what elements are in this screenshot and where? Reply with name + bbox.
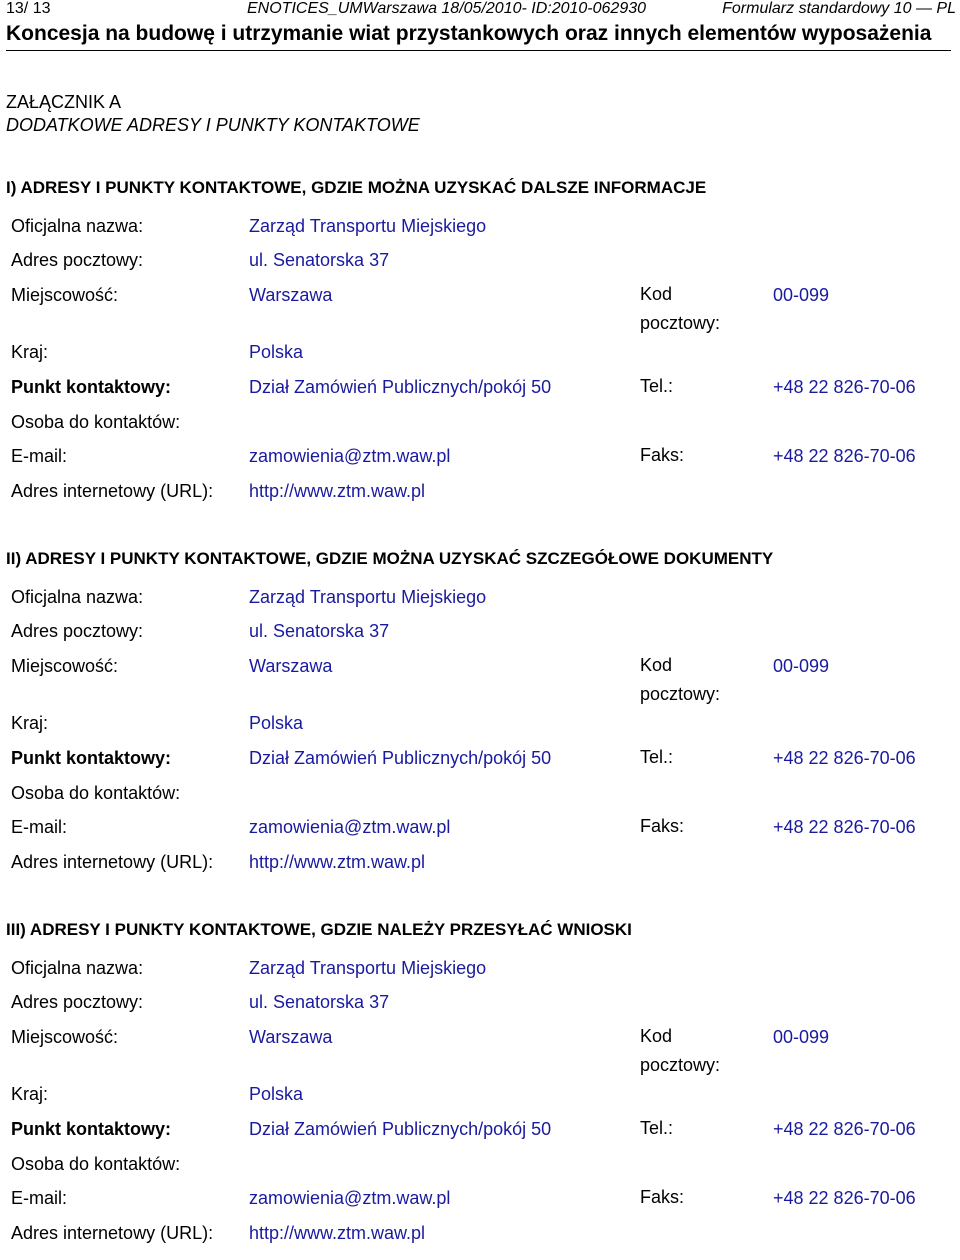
url-label: Adres internetowy (URL): xyxy=(11,1223,214,1243)
fax-label: Faks: xyxy=(640,445,685,465)
url-label: Adres internetowy (URL): xyxy=(11,481,214,501)
official-name-value: Zarząd Transportu Miejskiego xyxy=(249,587,487,607)
postal-code-label: Kod pocztowy: xyxy=(640,655,721,704)
annex-title: ZAŁĄCZNIK A xyxy=(6,92,122,112)
url-link[interactable]: http://www.ztm.waw.pl xyxy=(249,481,426,501)
email-link[interactable]: zamowienia@ztm.waw.pl xyxy=(249,446,451,466)
contact-section-3 xyxy=(0,920,960,1260)
page-number: 13/ 13 xyxy=(6,0,51,17)
contact-section-2 xyxy=(0,549,960,889)
postal-address-label: Adres pocztowy: xyxy=(11,992,144,1012)
postal-code-label: Kod pocztowy: xyxy=(640,284,721,333)
postal-address-value: ul. Senatorska 37 xyxy=(249,250,390,270)
email-link[interactable]: zamowienia@ztm.waw.pl xyxy=(249,1188,451,1208)
section-heading: III) ADRESY I PUNKTY KONTAKTOWE, GDZIE NALEŻY PRZESYŁAĆ WNIOSKI xyxy=(6,920,632,939)
attention-label: Osoba do kontaktów: xyxy=(11,1154,181,1174)
phone-label: Tel.: xyxy=(640,376,674,396)
form-name: Formularz standardowy 10 — PL xyxy=(722,0,956,17)
country-value: Polska xyxy=(249,342,304,362)
phone-value: +48 22 826-70-06 xyxy=(773,377,916,397)
town-value: Warszawa xyxy=(249,656,333,676)
country-label: Kraj: xyxy=(11,1084,49,1104)
phone-label: Tel.: xyxy=(640,1118,674,1138)
official-name-label: Oficjalna nazwa: xyxy=(11,216,144,236)
email-label: E-mail: xyxy=(11,446,68,466)
official-name-label: Oficjalna nazwa: xyxy=(11,587,144,607)
country-value: Polska xyxy=(249,1084,304,1104)
town-label: Miejscowość: xyxy=(11,656,119,676)
fax-value: +48 22 826-70-06 xyxy=(773,817,916,837)
contact-point-label: Punkt kontaktowy: xyxy=(11,1119,172,1139)
email-label: E-mail: xyxy=(11,817,68,837)
postal-code-label: Kod pocztowy: xyxy=(640,1026,721,1075)
contact-point-value: Dział Zamówień Publicznych/pokój 50 xyxy=(249,1119,552,1139)
fax-label: Faks: xyxy=(640,816,685,836)
annex-subtitle: DODATKOWE ADRESY I PUNKTY KONTAKTOWE xyxy=(6,115,420,135)
town-value: Warszawa xyxy=(249,285,333,305)
postal-code-value: 00-099 xyxy=(773,656,830,676)
section-heading: I) ADRESY I PUNKTY KONTAKTOWE, GDZIE MOŻNA UZYSKAĆ DALSZE INFORMACJE xyxy=(6,178,707,197)
url-link[interactable]: http://www.ztm.waw.pl xyxy=(249,852,426,872)
notice-id: ENOTICES_UMWarszawa 18/05/2010- ID:2010-062930 xyxy=(247,0,647,17)
postal-code-value: 00-099 xyxy=(773,285,830,305)
fax-value: +48 22 826-70-06 xyxy=(773,1188,916,1208)
postal-address-label: Adres pocztowy: xyxy=(11,621,144,641)
official-name-value: Zarząd Transportu Miejskiego xyxy=(249,958,487,978)
contact-point-value: Dział Zamówień Publicznych/pokój 50 xyxy=(249,377,552,397)
town-label: Miejscowość: xyxy=(11,1027,119,1047)
url-label: Adres internetowy (URL): xyxy=(11,852,214,872)
contact-point-value: Dział Zamówień Publicznych/pokój 50 xyxy=(249,748,552,768)
official-name-value: Zarząd Transportu Miejskiego xyxy=(249,216,487,236)
email-label: E-mail: xyxy=(11,1188,68,1208)
postal-address-label: Adres pocztowy: xyxy=(11,250,144,270)
phone-label: Tel.: xyxy=(640,747,674,767)
country-label: Kraj: xyxy=(11,342,49,362)
fax-label: Faks: xyxy=(640,1187,685,1207)
url-link[interactable]: http://www.ztm.waw.pl xyxy=(249,1223,426,1243)
email-link[interactable]: zamowienia@ztm.waw.pl xyxy=(249,817,451,837)
town-label: Miejscowość: xyxy=(11,285,119,305)
official-name-label: Oficjalna nazwa: xyxy=(11,958,144,978)
postal-code-value: 00-099 xyxy=(773,1027,830,1047)
phone-value: +48 22 826-70-06 xyxy=(773,748,916,768)
postal-address-value: ul. Senatorska 37 xyxy=(249,621,390,641)
phone-value: +48 22 826-70-06 xyxy=(773,1119,916,1139)
country-label: Kraj: xyxy=(11,713,49,733)
contact-point-label: Punkt kontaktowy: xyxy=(11,748,172,768)
country-value: Polska xyxy=(249,713,304,733)
fax-value: +48 22 826-70-06 xyxy=(773,446,916,466)
contact-point-label: Punkt kontaktowy: xyxy=(11,377,172,397)
contact-section-1 xyxy=(0,178,960,518)
page-header xyxy=(6,0,956,20)
town-value: Warszawa xyxy=(249,1027,333,1047)
section-heading: II) ADRESY I PUNKTY KONTAKTOWE, GDZIE MOŻNA UZYSKAĆ SZCZEGÓŁOWE DOKUMENTY xyxy=(6,549,774,568)
attention-label: Osoba do kontaktów: xyxy=(11,783,181,803)
postal-address-value: ul. Senatorska 37 xyxy=(249,992,390,1012)
document-title: Koncesja na budowę i utrzymanie wiat przystankowych oraz innych elementów wyposażenia xyxy=(6,20,951,51)
attention-label: Osoba do kontaktów: xyxy=(11,412,181,432)
